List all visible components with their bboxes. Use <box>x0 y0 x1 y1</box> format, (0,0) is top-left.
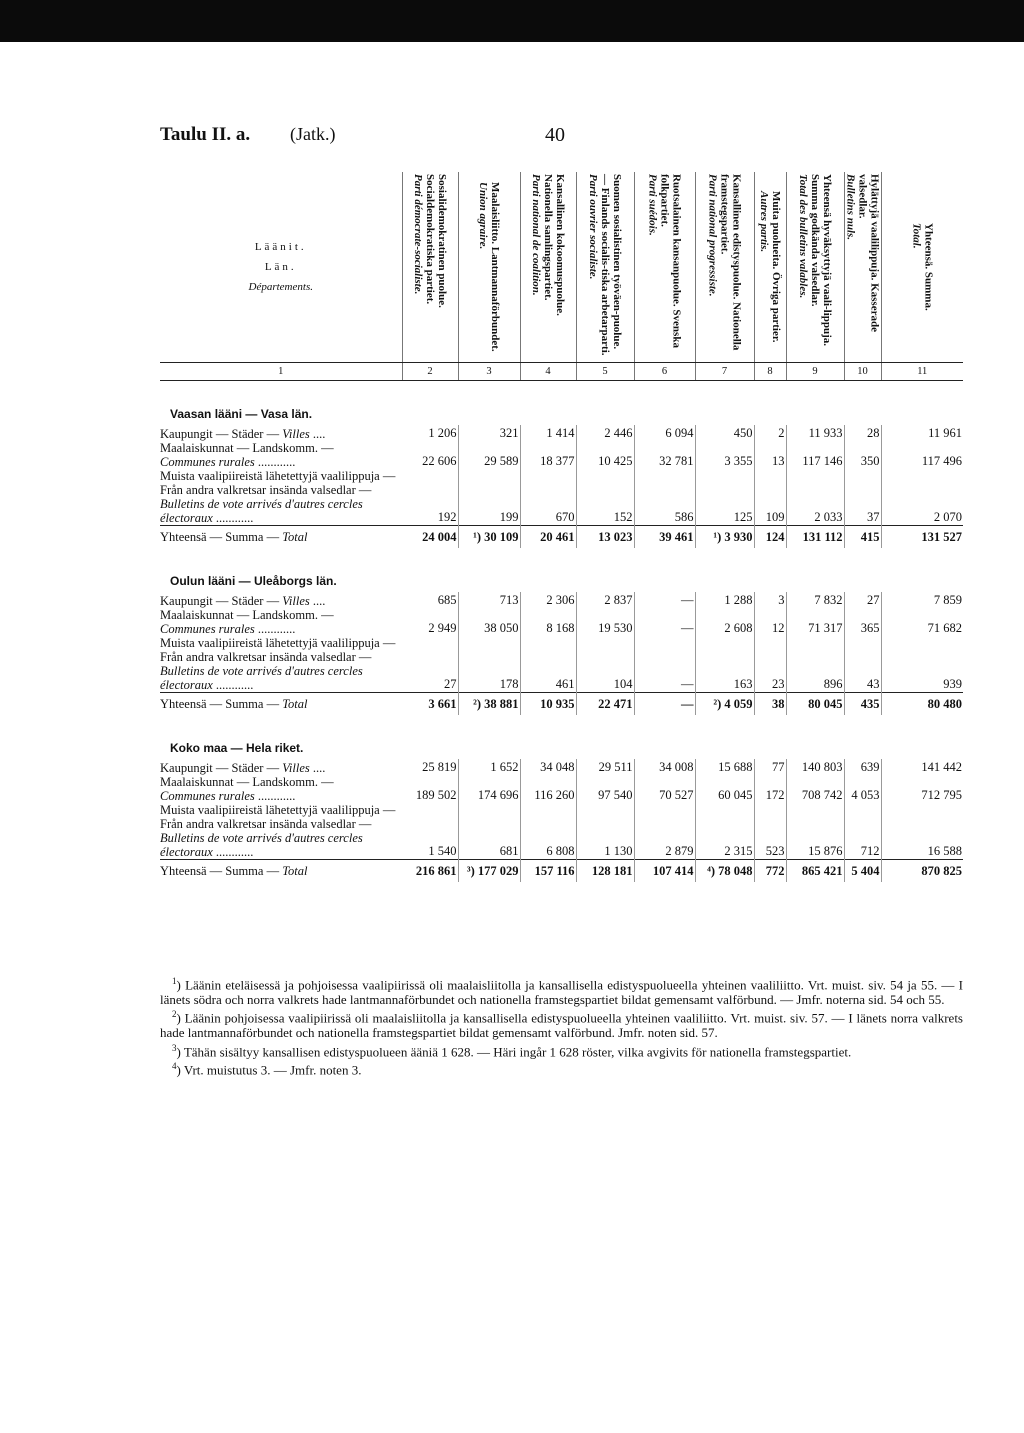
row-label-rural: Maalaiskunnat — Landskomm. — Communes rurales ............ <box>160 441 334 469</box>
total-row <box>160 693 963 716</box>
table-cell: 152 <box>576 469 634 526</box>
total-row <box>160 860 963 883</box>
table-cell: 157 116 <box>520 860 576 883</box>
table-cell: 12 <box>754 608 786 636</box>
table-cell: 685 <box>402 592 458 608</box>
table-cell: 70 527 <box>634 775 695 803</box>
table-cell: 1 652 <box>458 759 520 775</box>
table-cell: 18 377 <box>520 441 576 469</box>
table-cell: 128 181 <box>576 860 634 883</box>
table-cell: 11 961 <box>928 426 962 440</box>
table-cell: 870 825 <box>881 860 963 883</box>
table-cell: ¹) 30 109 <box>458 526 520 549</box>
table-cell: 20 461 <box>520 526 576 549</box>
table-cell: 10 <box>844 363 881 381</box>
col-socialist-workers: Suomen sosialistinen työväen-puolue. — Finlands socialis-tiska arbetarparti. Parti ouvrier socialiste. <box>576 172 634 363</box>
row-label-cities: Kaupungit — Städer — Villes .... <box>160 761 326 775</box>
table-row <box>160 608 963 636</box>
table-cell: 10 425 <box>576 441 634 469</box>
table-cell: 38 <box>754 693 786 716</box>
table-cell: 450 <box>695 425 754 441</box>
table-cell: 216 861 <box>402 860 458 883</box>
table-cell: 3 661 <box>402 693 458 716</box>
table-cell: 7 <box>695 363 754 381</box>
section-title: Koko maa — Hela riket. <box>170 741 304 755</box>
table-cell: 29 589 <box>458 441 520 469</box>
table-cell: 104 <box>576 636 634 693</box>
table-cell: 8 <box>754 363 786 381</box>
row-label-other-districts: Muista vaalipiireistä lähetettyjä vaalilippuja — Från andra valkretsar insända valsedlar — Bulletins de vote arrivés d'autres cercles électoraux ............ <box>160 636 396 692</box>
table-cell: 2 <box>754 425 786 441</box>
table-cell: 3 <box>754 592 786 608</box>
section-heading-row <box>160 381 963 426</box>
table-cell: 15 688 <box>695 759 754 775</box>
table-cell: 11 933 <box>786 425 844 441</box>
table-cell: — <box>634 592 695 608</box>
row-label-total: Yhteensä — Summa — Total <box>160 693 402 716</box>
table-cell: 6 808 <box>520 803 576 860</box>
table-cell: 28 <box>844 425 881 441</box>
top-black-bar <box>0 0 1024 42</box>
table-cell: 189 502 <box>402 775 458 803</box>
table-cell: 107 414 <box>634 860 695 883</box>
table-cell: 13 023 <box>576 526 634 549</box>
page-header <box>160 124 960 152</box>
col-national-progressive: Kansallinen edistyspuolue. Nationella framstegspartiet. Parti national progressiste. <box>695 172 754 363</box>
table-cell: ²) 38 881 <box>458 693 520 716</box>
col-rejected-ballots: Hylättyjä vaalilippuja. Kasserade valsedlar. Bulletins nuls. <box>844 172 881 363</box>
total-row <box>160 526 963 549</box>
table-cell: 939 <box>943 677 962 691</box>
table-cell: 9 <box>786 363 844 381</box>
table-cell: 4 <box>520 363 576 381</box>
table-cell: 24 004 <box>402 526 458 549</box>
table-cell: 681 <box>458 803 520 860</box>
table-cell: 712 <box>844 803 881 860</box>
table-cell: 365 <box>844 608 881 636</box>
table-cell: 2 837 <box>576 592 634 608</box>
table-cell: 39 461 <box>634 526 695 549</box>
row-label-cities: Kaupungit — Städer — Villes .... <box>160 427 326 441</box>
table-cell: — <box>634 608 695 636</box>
table-cell: 7 859 <box>933 593 962 607</box>
col-national-coalition: Kansallinen kokoomuspuolue. Nationella samlingspartiet. Parti national de coalition. <box>520 172 576 363</box>
table-cell: 174 696 <box>458 775 520 803</box>
table-cell: 7 832 <box>786 592 844 608</box>
table-cell: 2 306 <box>520 592 576 608</box>
table-cell: 896 <box>786 636 844 693</box>
table-cell: — <box>634 636 695 693</box>
table-cell: 23 <box>754 636 786 693</box>
col-departments: Läänit. Län. Départements. <box>160 172 402 363</box>
table-cell: 172 <box>754 775 786 803</box>
table-cell: 10 935 <box>520 693 576 716</box>
table-cell: 2 879 <box>634 803 695 860</box>
table-cell: 77 <box>754 759 786 775</box>
table-cell: 38 050 <box>458 608 520 636</box>
table-cell: 321 <box>458 425 520 441</box>
table-cell: 109 <box>754 469 786 526</box>
row-label-cities: Kaupungit — Städer — Villes .... <box>160 594 326 608</box>
section-title: Vaasan lääni — Vasa län. <box>170 407 313 421</box>
table-cell: 2 <box>402 363 458 381</box>
table-cell: 43 <box>844 636 881 693</box>
table-cell: 192 <box>402 469 458 526</box>
table-cell: 5 <box>576 363 634 381</box>
table-cell: 2 949 <box>402 608 458 636</box>
table-cell: 34 048 <box>520 759 576 775</box>
table-cell: 6 094 <box>634 425 695 441</box>
table-cell: ²) 4 059 <box>695 693 754 716</box>
col-agrarian-union: Maalaisliitto. Lantmannaförbundet. Union agraire. <box>458 172 520 363</box>
table-cell: 22 606 <box>402 441 458 469</box>
table-cell: 32 781 <box>634 441 695 469</box>
table-row <box>160 803 963 860</box>
table-cell: 131 527 <box>881 526 963 549</box>
table-cell: 772 <box>754 860 786 883</box>
continued-label: (Jatk.) <box>290 124 336 144</box>
table-cell: 124 <box>754 526 786 549</box>
table-cell: 639 <box>844 759 881 775</box>
footnotes <box>160 974 963 1078</box>
table-cell: 15 876 <box>786 803 844 860</box>
table-cell: 2 033 <box>786 469 844 526</box>
table-cell: 140 803 <box>786 759 844 775</box>
table-cell: 29 511 <box>576 759 634 775</box>
footnote: $^3$) Tähän sisältyy kansallisen edistyspuolueen ääniä 1 628. — Häri ingår 1 628 röster, vilka avgivits för nationella framstegspartiet. <box>172 1042 852 1059</box>
table-cell: 2 315 <box>695 803 754 860</box>
table-row <box>160 592 963 608</box>
table-cell: 415 <box>844 526 881 549</box>
table-cell: 1 414 <box>520 425 576 441</box>
table-cell: 199 <box>458 469 520 526</box>
table-cell: 163 <box>695 636 754 693</box>
table-cell: 25 819 <box>402 759 458 775</box>
col-valid-ballots: Yhteensä hyväksyttyjä vaali-lippuja. Summa godkända valsedlar. Total des bulletins valables. <box>786 172 844 363</box>
footnote: $^4$) Vrt. muistutus 3. — Jmfr. noten 3. <box>172 1061 362 1078</box>
footnote: $^2$) Läänin pohjoisessa vaalipiirissä oli maalaisliitolla ja kansallisella edistyspuolueella yhteinen vaaliliitto. Vrt. muist. siv. 57. — I länets norra valkrets hade lantmannaförbundet och nationella framstegspartiet bildat gemensamt valförbund. Jmfr. noten sid. 57. <box>160 1009 963 1041</box>
table-cell: 37 <box>844 469 881 526</box>
col-swedish-peoples-party: Ruotsalainen kansanpuolue. Svenska folkpartiet. Parti suédois. <box>634 172 695 363</box>
table-cell: 11 <box>881 363 963 381</box>
table-row <box>160 441 963 469</box>
table-cell: 6 <box>634 363 695 381</box>
table-cell: 131 112 <box>786 526 844 549</box>
table-row <box>160 469 963 526</box>
table-cell: ⁴) 78 048 <box>695 860 754 883</box>
table-cell: 60 045 <box>695 775 754 803</box>
table-cell: 713 <box>458 592 520 608</box>
row-label-total: Yhteensä — Summa — Total <box>160 526 402 549</box>
table-cell: 1 288 <box>695 592 754 608</box>
table-cell: 461 <box>520 636 576 693</box>
table-cell: 3 355 <box>695 441 754 469</box>
table-row <box>160 636 963 693</box>
section-title: Oulun lääni — Uleåborgs län. <box>170 574 337 588</box>
table-cell: 712 795 <box>921 788 962 802</box>
table-cell: 2 608 <box>695 608 754 636</box>
table-cell: 1 540 <box>402 803 458 860</box>
col-social-democrats: Sosialidemokratinen puolue. Socialdemokratiska partiet. Parti démocrate-socialiste. <box>402 172 458 363</box>
table-cell: 586 <box>634 469 695 526</box>
table-cell: 4 053 <box>844 775 881 803</box>
row-label-other-districts: Muista vaalipiireistä lähetettyjä vaalilippuja — Från andra valkretsar insända valsedlar — Bulletins de vote arrivés d'autres cercles électoraux ............ <box>160 469 396 525</box>
table-cell: 19 530 <box>576 608 634 636</box>
table-cell: 1 <box>160 363 402 381</box>
table-cell: 3 <box>458 363 520 381</box>
table-cell: ³) 177 029 <box>458 860 520 883</box>
table-cell: 80 045 <box>786 693 844 716</box>
row-label-other-districts: Muista vaalipiireistä lähetettyjä vaalilippuja — Från andra valkretsar insända valsedlar — Bulletins de vote arrivés d'autres cercles électoraux ............ <box>160 803 396 859</box>
table-row <box>160 425 963 441</box>
table-cell: 523 <box>754 803 786 860</box>
table-cell: 97 540 <box>576 775 634 803</box>
table-row <box>160 775 963 803</box>
table-cell: 8 168 <box>520 608 576 636</box>
election-table <box>160 172 963 882</box>
table-cell: 71 317 <box>786 608 844 636</box>
col-total: Yhteensä. Summa. Total. <box>881 172 963 363</box>
table-cell: 1 206 <box>402 425 458 441</box>
table-cell: 71 682 <box>927 621 962 635</box>
page-number: 40 <box>545 124 565 146</box>
col-other-parties: Muita puolueita. Övriga partier. Autres partis. <box>754 172 786 363</box>
table-title: Taulu II. a. <box>160 124 251 145</box>
row-label-rural: Maalaiskunnat — Landskomm. — Communes rurales ............ <box>160 775 334 803</box>
table-cell: 117 496 <box>921 454 962 468</box>
table-cell: 5 404 <box>844 860 881 883</box>
section-heading-row <box>160 548 963 592</box>
row-label-total: Yhteensä — Summa — Total <box>160 860 402 883</box>
table-cell: 2 070 <box>933 510 962 524</box>
table-cell: 125 <box>695 469 754 526</box>
table-cell: 116 260 <box>520 775 576 803</box>
table-cell: 80 480 <box>881 693 963 716</box>
row-label-rural: Maalaiskunnat — Landskomm. — Communes rurales ............ <box>160 608 334 636</box>
table-cell: 13 <box>754 441 786 469</box>
table-cell: 865 421 <box>786 860 844 883</box>
table-row <box>160 759 963 775</box>
table-cell: 22 471 <box>576 693 634 716</box>
section-heading-row <box>160 715 963 759</box>
table-cell: 670 <box>520 469 576 526</box>
column-header-row <box>160 172 963 363</box>
table-cell: 178 <box>458 636 520 693</box>
table-cell: 350 <box>844 441 881 469</box>
table-cell: 435 <box>844 693 881 716</box>
footnote: $^1$) Läänin eteläisessä ja pohjoisessa vaalipiirissä oli maalaisliitolla ja kansallisella edistyspuolueella yhteinen vaaliliitto. Vrt. muist. siv. 54 ja 55. — I länets södra och norra valkrets hade lantmannaförbundet och nationella framstegspartiet bildat gemensamt valförbund. — Jmfr. noterna sid. 54 och 55. <box>160 976 963 1007</box>
table-cell: 141 442 <box>921 760 962 774</box>
table-cell: ¹) 3 930 <box>695 526 754 549</box>
table-cell: 708 742 <box>786 775 844 803</box>
table-cell: 117 146 <box>786 441 844 469</box>
column-number-row <box>160 363 963 381</box>
table-cell: 27 <box>844 592 881 608</box>
table-cell: 2 446 <box>576 425 634 441</box>
table-cell: 1 130 <box>576 803 634 860</box>
table-cell: 34 008 <box>634 759 695 775</box>
table-cell: 16 588 <box>927 844 962 858</box>
table-cell: 27 <box>402 636 458 693</box>
table-cell: — <box>634 693 695 716</box>
